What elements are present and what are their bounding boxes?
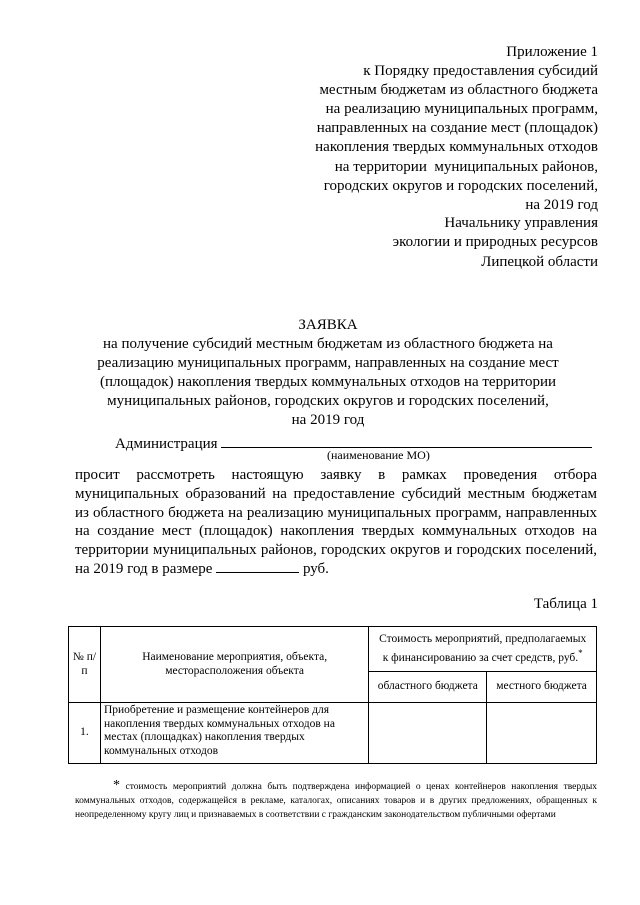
- row-local-cell[interactable]: [487, 703, 597, 764]
- request-subtitle-line: реализацию муниципальных программ, направленных на создание мест: [97, 354, 559, 371]
- request-subtitle-line: на 2019 год: [291, 411, 365, 428]
- request-subtitle-line: на получение субсидий местным бюджетам из областного бюджета на: [103, 335, 553, 352]
- currency-label: руб.: [302, 560, 329, 577]
- amount-field[interactable]: [216, 560, 299, 573]
- row-num: 1.: [69, 703, 101, 764]
- request-subtitle-line: муниципальных районов, городских округов и городских поселений,: [107, 392, 549, 409]
- header-local: местного бюджета: [487, 672, 597, 703]
- annex-header: [268, 43, 598, 215]
- annex-line: местным бюджетам из областного бюджета: [319, 82, 598, 99]
- addressee-line: Начальнику управления: [444, 215, 598, 231]
- annex-line: к Порядку предоставления субсидий: [363, 63, 598, 80]
- table-header-row: [69, 627, 597, 672]
- annex-line: на реализацию муниципальных программ,: [325, 101, 598, 118]
- table-caption: Таблица 1: [533, 596, 598, 612]
- request-title: ЗАЯВКА: [298, 317, 358, 333]
- addressee-line: экологии и природных ресурсов: [392, 234, 598, 251]
- addressee-block: [268, 214, 598, 272]
- header-cost: [369, 627, 597, 672]
- row-regional-cell[interactable]: [369, 703, 487, 764]
- annex-line: городских округов и городских поселений,: [323, 177, 598, 194]
- annex-line: на 2019 год: [525, 196, 598, 213]
- header-cost-asterisk: *: [578, 647, 583, 658]
- footnote-marker: *: [113, 778, 120, 793]
- administration-name-field[interactable]: [221, 433, 592, 448]
- mo-name-caption: (наименование МО): [327, 448, 430, 462]
- header-num: № п/п: [69, 627, 101, 703]
- request-title-block: [68, 316, 588, 429]
- header-name: Наименование мероприятия, объекта, месторасположения объекта: [100, 627, 368, 703]
- annex-line: на территории муниципальных районов,: [334, 158, 598, 175]
- funding-table: [68, 626, 597, 764]
- table-row: [69, 703, 597, 764]
- request-body-paragraph: [75, 466, 597, 579]
- addressee-line: Липецкой области: [481, 253, 598, 270]
- header-regional: областного бюджета: [369, 672, 487, 703]
- footnote-text: стоимость мероприятий должна быть подтверждена информацией о ценах контейнеров накопления твердых коммунальных отходов, содержащейся в рекламе, каталогах, описаниях товаров и в других предложениях, обращенных к неопределенному кругу лиц и признаваемых в соответствии с гражданским законодательством публичными офертами: [75, 782, 597, 820]
- footnote: [75, 779, 597, 822]
- administration-label: Администрация: [115, 436, 218, 452]
- annex-line: Приложение 1: [506, 44, 598, 60]
- request-body-text: просит рассмотреть настоящую заявку в рамках проведения отбора муниципальных образований на предоставление субсидий местным бюджетам из областного бюджета на реализацию муниципальных программ, направленных на создание мест (площадок) накопления твердых коммунальных отходов на территории муниципальных районов, городских округов и городских поселений, на 2019 год в размере: [75, 467, 597, 577]
- annex-line: накопления твердых коммунальных отходов: [315, 139, 598, 156]
- annex-line: направленных на создание мест (площадок): [316, 120, 598, 137]
- header-cost-text: Стоимость мероприятий, предполагаемых к финансированию за счет средств, руб.: [379, 632, 587, 664]
- request-subtitle-line: (площадок) накопления твердых коммунальных отходов на территории: [99, 373, 557, 390]
- row-name: Приобретение и размещение контейнеров для накопления твердых коммунальных отходов на местах (площадках) накопления твердых коммунальных отходов: [100, 703, 368, 764]
